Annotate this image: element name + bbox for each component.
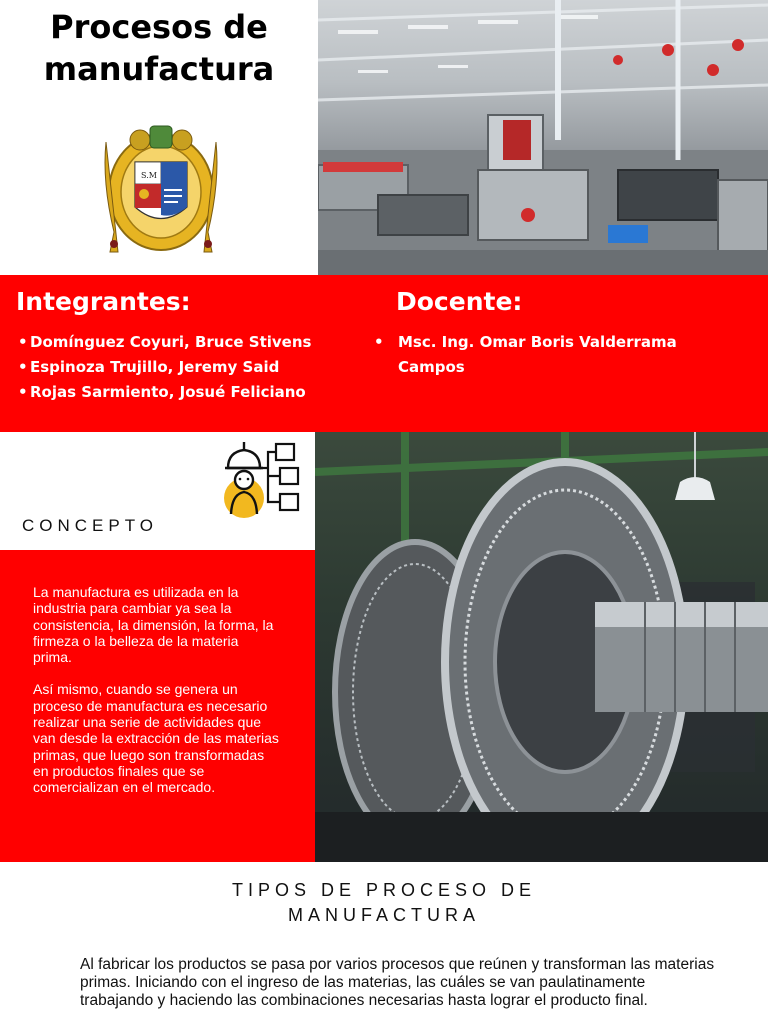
member-name: Rojas Sarmiento, Josué Feliciano bbox=[30, 383, 306, 401]
team-band bbox=[0, 275, 768, 432]
bullet: • bbox=[18, 358, 28, 376]
title-line-2: manufactura bbox=[43, 50, 275, 88]
svg-text:S.M: S.M bbox=[141, 171, 157, 180]
docente-list bbox=[374, 330, 706, 380]
turbine-photo bbox=[315, 432, 768, 862]
types-text: Al fabricar los productos se pasa por varios procesos que reúnen y transforman las materias primas. Iniciando con el ingreso de las materias, las cuáles se van paulatinamente trabajando y haciendo las combinaciones necesarias hasta lograr el producto final. bbox=[80, 956, 715, 1009]
concept-box bbox=[0, 550, 315, 862]
title-line-1: Procesos de bbox=[50, 8, 268, 46]
turbine-illustration bbox=[315, 432, 768, 862]
member-name: Domínguez Coyuri, Bruce Stivens bbox=[30, 333, 312, 351]
list-item bbox=[18, 330, 311, 355]
concept-paragraph-1: La manufactura es utilizada en la industria para cambiar ya sea la consistencia, la dimensión, la forma, la firmeza o la belleza de la materia prima. bbox=[33, 584, 274, 666]
title-block bbox=[0, 0, 318, 275]
member-name: Espinoza Trujillo, Jeremy Said bbox=[30, 358, 280, 376]
types-title bbox=[0, 878, 768, 928]
bullet: • bbox=[374, 333, 384, 351]
integrantes-heading: Integrantes: bbox=[16, 287, 191, 316]
docente-heading: Docente: bbox=[396, 287, 523, 316]
concept-label: CONCEPTO bbox=[22, 516, 159, 535]
worker-boxes-icon bbox=[222, 438, 304, 518]
page-title bbox=[0, 6, 318, 90]
bullet: • bbox=[18, 333, 28, 351]
types-title-line-2: MANUFACTURA bbox=[287, 905, 480, 925]
bullet: • bbox=[18, 383, 28, 401]
integrantes-list bbox=[18, 330, 311, 405]
concept-text bbox=[33, 584, 281, 796]
list-item bbox=[18, 380, 311, 405]
list-item bbox=[18, 355, 311, 380]
concept-paragraph-2: Así mismo, cuando se genera un proceso de manufactura es necesario realizar una serie de actividades que van desde la extracción de las materias primas, que luego son transformadas en productos finales que se comercializan en el mercado. bbox=[33, 681, 279, 796]
list-item bbox=[374, 330, 706, 380]
factory-photo bbox=[318, 0, 768, 275]
types-title-line-1: TIPOS DE PROCESO DE bbox=[231, 880, 537, 900]
factory-illustration bbox=[318, 0, 768, 275]
teacher-name: Msc. Ing. Omar Boris Valderrama Campos bbox=[398, 333, 677, 376]
university-crest-icon bbox=[100, 112, 222, 260]
